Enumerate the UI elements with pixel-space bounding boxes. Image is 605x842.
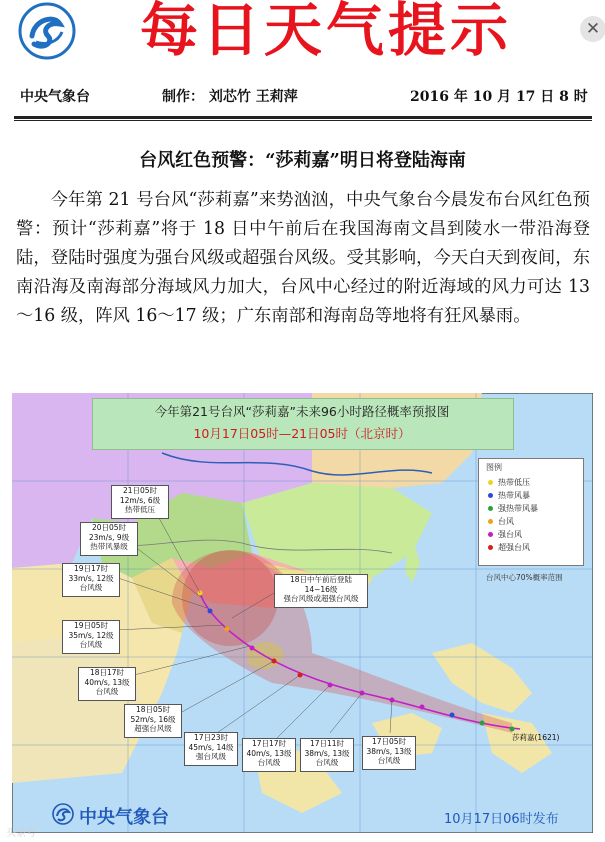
blue-dot-icon (488, 493, 493, 498)
cma-emblem-icon (18, 2, 76, 60)
orange-dot-icon (488, 519, 493, 524)
track-label: 17日23时 45m/s, 14级 强台风级 (184, 732, 238, 766)
red-dot-icon (488, 545, 493, 550)
track-label: 17日05时 38m/s, 13级 台风级 (362, 736, 416, 770)
track-label: 17日11时 38m/s, 13级 台风级 (300, 738, 354, 772)
yellow-dot-icon (488, 480, 493, 485)
track-label: 19日05时 35m/s, 12级 台风级 (62, 620, 120, 654)
legend-item: 热带风暴 (488, 490, 530, 501)
track-label: 18日17时 40m/s, 13级 台风级 (78, 667, 136, 701)
header-rule-thin (14, 120, 592, 121)
article-headline: 台风红色预警：“莎莉嘉”明日将登陆海南 (139, 150, 466, 171)
issued-time: 10月17日06时发布 (444, 812, 559, 827)
header-rule (14, 116, 592, 119)
track-label: 19日17时 33m/s, 12级 台风级 (62, 563, 120, 597)
legend-range-note: 台风中心70%概率范围 (486, 573, 563, 582)
track-label: 20日05时 23m/s, 9级 热带风暴级 (80, 522, 138, 556)
purple-dot-icon (488, 532, 493, 537)
legend-title: 图例 (486, 463, 502, 472)
legend-item: 强热带风暴 (488, 503, 538, 514)
article-body: 今年第 21 号台风“莎莉嘉”来势汹汹，中央气象台今晨发布台风红色预警：预计“莎莉嘉”将于 18 日中午前后在我国海南文昌到陵水一带沿海登陆，登陆时强度为强台风级或超强台风级。受其影响，今天白天到夜间，东南沿海及南海部分海域风力加大，台风中心经过的附近海域的风力可达 13～16 级，阵风 16～17 级；广东南部和海南岛等地将有狂风暴雨。 (16, 190, 590, 326)
producers: 制作： 刘芯竹 王莉萍 (162, 89, 298, 105)
track-label: 18日05时 52m/s, 16级 超强台风级 (124, 704, 182, 738)
legend-item: 台风 (488, 516, 514, 527)
cma-logo-icon (52, 803, 74, 825)
green-dot-icon (488, 506, 493, 511)
legend-item: 超强台风 (488, 542, 530, 553)
track-label: 17日17时 40m/s, 13级 台风级 (242, 738, 296, 772)
legend-item: 热带低压 (488, 477, 530, 488)
map-subtitle: 10月17日05时—21日05时（北京时） (193, 426, 411, 441)
legend-item: 强台风 (488, 529, 522, 540)
map-footer-agency: 中央气象台 (79, 807, 169, 828)
close-icon[interactable]: ✕ (580, 16, 605, 42)
landfall-label: 18日中午前后登陆 14~16级 强台风级或超强台风级 (274, 574, 368, 608)
map-title: 今年第21号台风“莎莉嘉”未来96小时路径概率预报图 (154, 404, 450, 419)
masthead-title: 每日天气提示 (140, 0, 513, 64)
watermark: 头条号 (6, 828, 36, 839)
track-label: 21日05时 12m/s, 6级 热带低压 (111, 485, 169, 519)
issue-date: 2016 年 10 月 17 日 8 时 (410, 89, 588, 105)
storm-label: 莎莉嘉(1621) (512, 733, 560, 742)
agency-name: 中央气象台 (20, 89, 90, 105)
